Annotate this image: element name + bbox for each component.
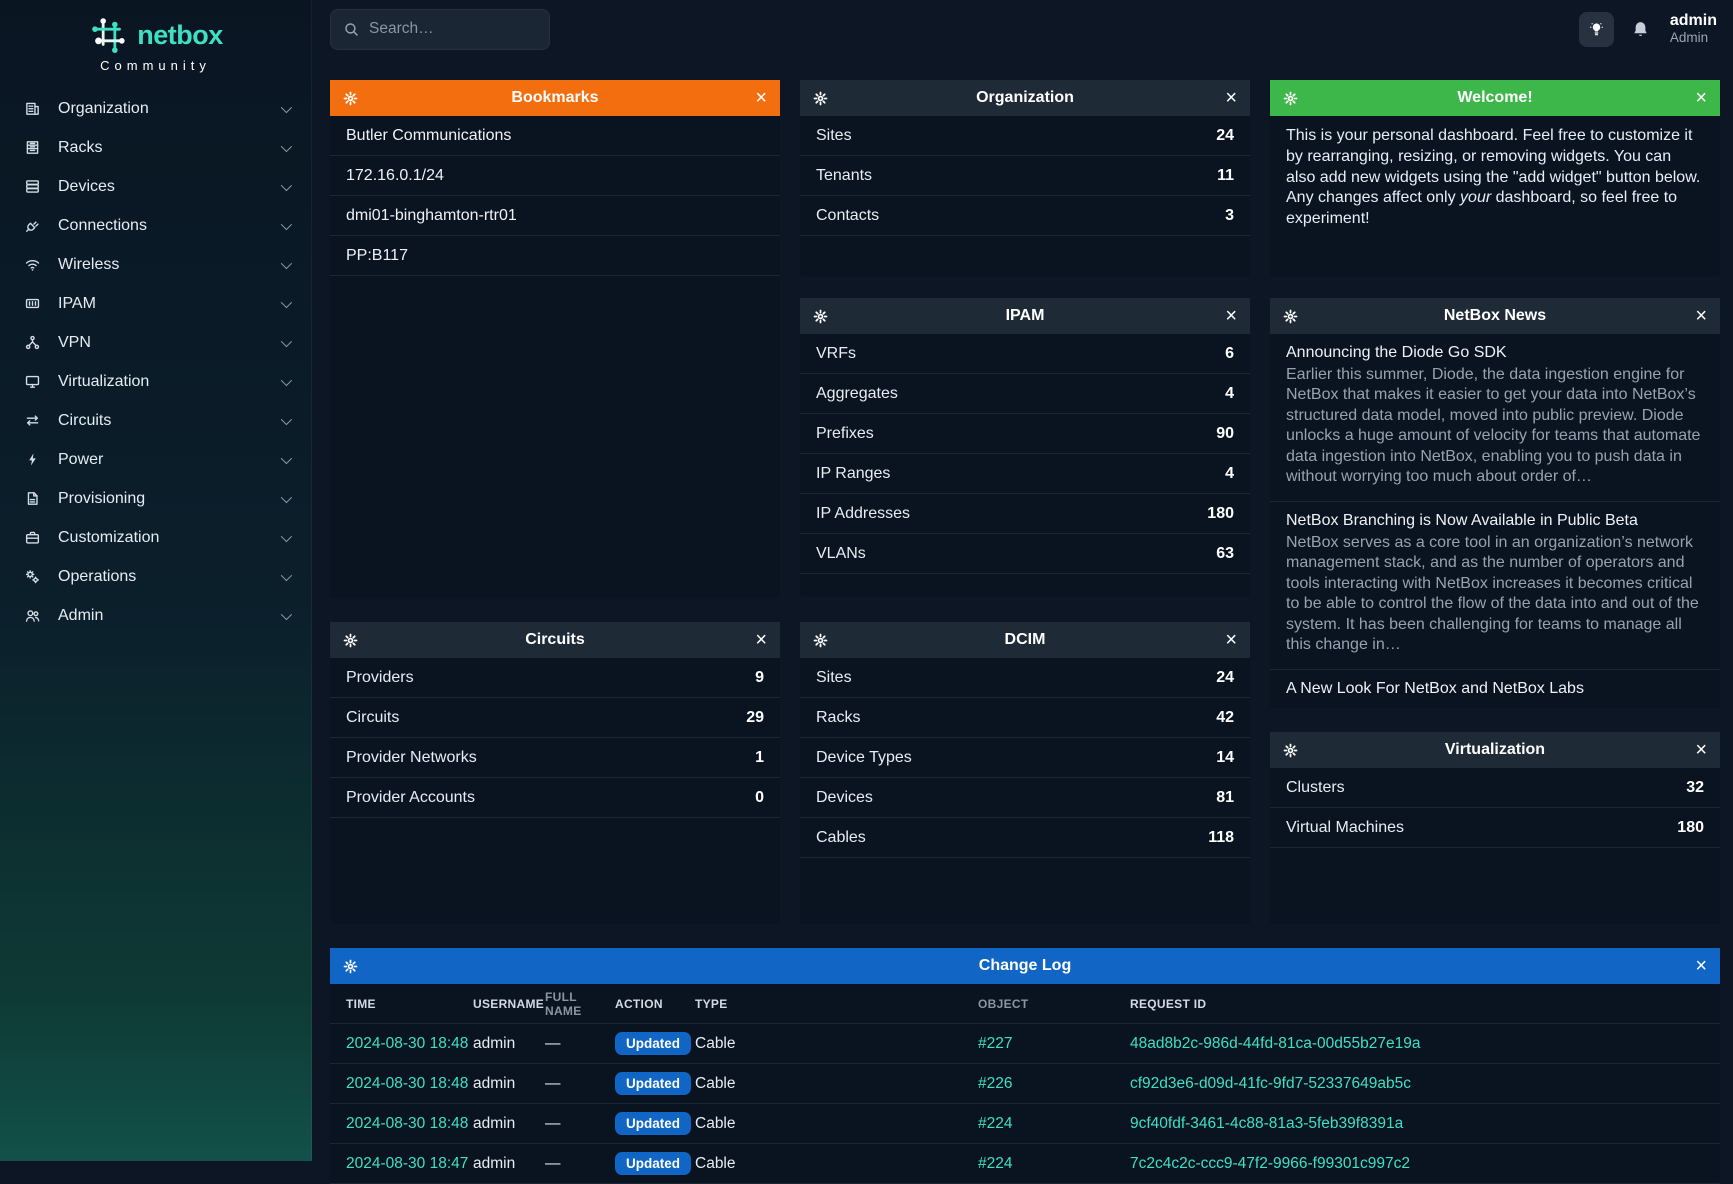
count-row [800,116,1250,156]
admin-icon [24,607,50,624]
count-label[interactable]: Prefixes [816,424,874,442]
count-label[interactable]: Cables [816,828,866,846]
count-value: 4 [1225,464,1234,482]
search-icon [343,21,360,38]
count-label[interactable]: Clusters [1286,778,1345,796]
sidebar-item-provisioning[interactable] [0,479,311,518]
count-value: 180 [1207,504,1234,522]
widget-title: DCIM [1004,631,1046,648]
sidebar-item-virtualization[interactable] [0,362,311,401]
changelog-row [330,1024,1720,1064]
count-label[interactable]: Provider Networks [346,748,477,766]
circuits-counts [330,658,780,818]
count-label[interactable]: IP Addresses [816,504,910,522]
widget-change-log [330,948,1720,1184]
sidebar-item-vpn[interactable] [0,323,311,362]
ipam-counts [800,334,1250,574]
changelog-time-link[interactable]: 2024-08-30 18:48 [346,1114,469,1132]
circuits-icon [24,412,50,429]
changelog-username: admin [473,1154,516,1172]
sidebar-item-label: Organization [58,99,149,117]
sidebar-item-power[interactable] [0,440,311,479]
count-row [800,534,1250,574]
widget-header [330,948,1720,984]
gear-icon[interactable] [813,80,828,116]
bookmarks-list [330,116,780,276]
changelog-object-link[interactable]: #224 [978,1114,1013,1132]
close-icon[interactable]: × [755,87,767,109]
changelog-time-link[interactable]: 2024-08-30 18:48 [346,1074,469,1092]
changelog-type: Cable [695,1034,736,1052]
provisioning-icon [24,490,50,507]
sidebar-item-label: Customization [58,528,160,546]
column-header-full-name[interactable]: FULL NAME [545,989,582,1018]
column-header-request-id[interactable]: REQUEST ID [1130,996,1207,1011]
gear-icon[interactable] [1283,80,1298,116]
count-row [800,778,1250,818]
count-row [800,698,1250,738]
chevron-down-icon [281,452,292,463]
changelog-username: admin [473,1114,516,1132]
sidebar-item-ipam[interactable] [0,284,311,323]
widget-circuits [330,622,780,924]
dcim-counts [800,658,1250,858]
news-body: NetBox serves as a core tool in an organization’s network management stack, and as the number of operators and tools interacting with NetBox increases it becomes critical to be able to control the flow of the data into and out of the system. It has been challenging for teams to manage all this change in… [1286,533,1699,654]
devices-icon [24,178,50,195]
count-row [800,414,1250,454]
widget-header [1270,732,1720,768]
operations-icon [24,568,50,585]
widget-title: NetBox News [1443,307,1547,324]
count-row [800,738,1250,778]
count-value: 24 [1216,668,1234,686]
chevron-down-icon [281,218,292,229]
widget-header [330,80,780,116]
count-row [800,494,1250,534]
changelog-request-id-link[interactable]: 48ad8b2c-986d-44fd-81ca-00d55b27e19a [1130,1034,1421,1052]
count-label[interactable]: Sites [816,668,852,686]
news-headline-link[interactable]: A New Look For NetBox and NetBox Labs [1286,679,1584,697]
changelog-username: admin [473,1074,516,1092]
count-row [330,658,780,698]
close-icon[interactable]: × [1225,629,1237,651]
widget-title: Virtualization [1444,741,1546,758]
customization-icon [24,529,50,546]
count-row [330,698,780,738]
close-icon[interactable]: × [1225,305,1237,327]
widget-header [330,622,780,658]
user-menu[interactable] [1670,12,1717,46]
widget-ipam [800,298,1250,597]
sidebar-item-label: VPN [58,333,91,351]
count-row [1270,808,1720,848]
news-list [1270,334,1720,714]
column-header-object[interactable]: OBJECT [978,996,1029,1011]
sidebar-item-devices[interactable] [0,167,311,206]
news-item [1270,670,1720,714]
sidebar [0,0,312,1161]
gear-icon[interactable] [343,80,358,116]
count-value: 0 [755,788,764,806]
topbar [312,0,1733,58]
changelog-object-link[interactable]: #227 [978,1034,1013,1052]
count-row [330,738,780,778]
widget-virtualization [1270,732,1720,924]
changelog-time-link[interactable]: 2024-08-30 18:47 [346,1154,469,1172]
news-headline-link[interactable]: Announcing the Diode Go SDK [1286,344,1507,361]
lightbulb-icon [1588,21,1605,38]
chevron-down-icon [281,179,292,190]
count-label[interactable]: Contacts [816,206,880,224]
power-icon [24,451,50,468]
chevron-down-icon [281,335,292,346]
welcome-text: This is your personal dashboard. Feel free to customize it by rearranging, resizing, or removing widgets. You can also add new widgets using the "add widget" button below. Any changes affect only your dashboard, so feel free to experiment! [1286,127,1701,228]
count-label[interactable]: Providers [346,668,414,686]
widget-header [1270,80,1720,116]
sidebar-item-label: Connections [58,216,147,234]
count-row [800,196,1250,236]
sidebar-item-connections[interactable] [0,206,311,245]
close-icon[interactable]: × [1695,87,1707,109]
column-header-username[interactable]: USERNAME [473,996,545,1011]
changelog-full-name: — [545,1074,561,1092]
chevron-down-icon [281,374,292,385]
widget-bookmarks [330,80,780,598]
sidebar-item-label: Circuits [58,411,112,429]
netbox-logo-icon [88,14,130,56]
count-value: 90 [1216,424,1234,442]
count-value: 24 [1216,126,1234,144]
count-row [800,454,1250,494]
changelog-object-link[interactable]: #224 [978,1154,1013,1172]
widget-welcome [1270,80,1720,277]
count-row [1270,768,1720,808]
news-item [1270,502,1720,670]
sidebar-item-label: Provisioning [58,489,146,507]
changelog-row [330,1144,1720,1184]
column-header-action[interactable]: ACTION [615,996,663,1011]
close-icon[interactable]: × [1225,87,1237,109]
news-headline-link[interactable]: NetBox Branching is Now Available in Public Beta [1286,511,1638,529]
bookmark-item[interactable]: Butler Communications [330,116,780,156]
count-value: 81 [1216,788,1234,806]
brand-subtitle: Community [100,58,211,73]
racks-icon [24,139,50,156]
gear-icon[interactable] [813,622,828,658]
column-header-type[interactable]: TYPE [695,996,728,1011]
connections-icon [24,217,50,234]
chevron-down-icon [281,413,292,424]
chevron-down-icon [281,569,292,580]
count-value: 29 [746,708,764,726]
changelog-action-cell [615,1032,695,1055]
wireless-icon [24,256,50,273]
sidebar-item-wireless[interactable] [0,245,311,284]
changelog-row [330,1064,1720,1104]
changelog-type: Cable [695,1154,736,1172]
count-value: 11 [1217,166,1234,184]
count-label[interactable]: Racks [816,708,861,726]
count-row [800,334,1250,374]
widget-header [800,80,1250,116]
chevron-down-icon [281,257,292,268]
changelog-action-cell [615,1072,695,1095]
count-row [800,658,1250,698]
count-value: 180 [1677,818,1704,836]
bookmark-item[interactable]: dmi01-binghamton-rtr01 [330,196,780,236]
count-value: 42 [1216,708,1234,726]
news-item [1270,334,1720,502]
changelog-full-name: — [545,1154,561,1172]
widget-title: Bookmarks [511,89,599,106]
action-badge: Updated [615,1072,691,1095]
count-label[interactable]: IP Ranges [816,464,891,482]
count-row [800,374,1250,414]
count-label[interactable]: Sites [816,126,852,144]
gear-icon[interactable] [813,298,828,334]
count-label[interactable]: Aggregates [816,384,898,402]
changelog-rows [330,1024,1720,1184]
count-label[interactable]: Tenants [816,166,873,184]
user-role: Admin [1669,30,1709,46]
widget-header [800,622,1250,658]
changelog-request-id-link[interactable]: 7c2c4c2c-ccc9-47f2-9966-f99301c997c2 [1130,1154,1411,1172]
sidebar-item-label: Operations [58,567,137,585]
changelog-type: Cable [695,1074,736,1092]
widget-header [1270,298,1720,334]
news-body: Earlier this summer, Diode, the data ingestion engine for NetBox that makes it easier to get your data into NetBox’s structured data model, moved into public preview. Diode unlocks a huge amount of velocity for teams that automate data ingestion into NetBox, enabling you to push data in without worrying too much about order of… [1286,366,1701,486]
count-value: 32 [1686,778,1704,796]
changelog-row [330,1104,1720,1144]
close-icon[interactable]: × [755,629,767,651]
changelog-request-id-link[interactable]: 9cf40fdf-3461-4c88-81a3-5feb39f8391a [1130,1114,1404,1132]
close-icon[interactable]: × [1695,739,1707,761]
count-value: 63 [1216,544,1234,562]
notifications-button[interactable] [1631,20,1650,39]
count-row [800,818,1250,858]
action-badge: Updated [615,1032,691,1055]
chevron-down-icon [281,140,292,151]
sidebar-item-label: Racks [58,138,103,156]
count-label[interactable]: Devices [816,788,873,806]
action-badge: Updated [615,1152,691,1175]
gear-icon[interactable] [343,622,358,658]
widget-title: Welcome! [1457,89,1533,106]
chevron-down-icon [281,608,292,619]
changelog-username: admin [473,1034,516,1052]
count-value: 9 [755,668,764,686]
changelog-type: Cable [695,1114,736,1132]
count-label[interactable]: VLANs [816,544,866,562]
bell-icon [1631,20,1650,39]
changelog-action-cell [615,1112,695,1135]
widget-netbox-news [1270,298,1720,708]
count-value: 1 [755,748,764,766]
sidebar-item-circuits[interactable] [0,401,311,440]
count-value: 3 [1225,206,1234,224]
dashboard [312,58,1733,1184]
dark-mode-toggle-button[interactable] [1579,12,1614,47]
dashboard-column-2 [800,80,1250,924]
sidebar-item-label: Virtualization [58,372,150,390]
action-badge: Updated [615,1112,691,1135]
gear-icon[interactable] [1283,732,1298,768]
changelog-time-link[interactable]: 2024-08-30 18:48 [346,1034,469,1052]
bookmark-item[interactable]: PP:B117 [330,236,780,276]
count-value: 4 [1225,384,1234,402]
organization-counts [800,116,1250,236]
organization-icon [24,100,50,117]
user-name: admin [1669,12,1717,30]
column-header-time[interactable]: TIME [346,996,376,1011]
widget-title: Organization [976,89,1074,106]
count-label[interactable]: VRFs [816,344,856,362]
sidebar-item-admin[interactable] [0,596,311,635]
sidebar-item-label: Devices [58,177,115,195]
changelog-full-name: — [545,1034,561,1052]
changelog-full-name: — [545,1114,561,1132]
sidebar-item-racks[interactable] [0,128,311,167]
logo-block[interactable] [0,14,311,73]
sidebar-item-label: Power [58,450,104,468]
widget-header [800,298,1250,334]
sidebar-item-customization[interactable] [0,518,311,557]
changelog-object-link[interactable]: #226 [978,1074,1013,1092]
gear-icon[interactable] [1283,298,1298,334]
sidebar-item-label: Wireless [58,255,120,273]
count-row [330,778,780,818]
bookmark-item[interactable]: 172.16.0.1/24 [330,156,780,196]
widget-dcim [800,622,1250,924]
search-input[interactable] [369,20,569,38]
vpn-icon [24,334,50,351]
count-value: 14 [1216,748,1234,766]
count-label[interactable]: Circuits [346,708,400,726]
close-icon[interactable]: × [1695,955,1707,977]
close-icon[interactable]: × [1695,305,1707,327]
chevron-down-icon [281,530,292,541]
changelog-request-id-link[interactable]: cf92d3e6-d09d-41fc-9fd7-52337649ab5c [1130,1074,1411,1092]
sidebar-item-organization[interactable] [0,89,311,128]
widget-title: Change Log [978,957,1072,974]
chevron-down-icon [281,296,292,307]
brand-wordmark: netbox [137,19,223,50]
widget-title: IPAM [1005,307,1045,324]
sidebar-item-label: IPAM [58,294,96,312]
dashboard-column-1 [330,80,780,924]
count-value: 6 [1225,344,1234,362]
count-row [800,156,1250,196]
count-label[interactable]: Provider Accounts [346,788,475,806]
chevron-down-icon [281,491,292,502]
gear-icon[interactable] [343,948,358,984]
sidebar-item-operations[interactable] [0,557,311,596]
dashboard-column-3 [1270,80,1720,924]
chevron-down-icon [281,101,292,112]
sidebar-item-label: Admin [58,606,104,624]
count-label[interactable]: Device Types [816,748,912,766]
changelog-header-row [330,984,1720,1024]
sidebar-nav [0,89,311,635]
widget-organization [800,80,1250,277]
count-value: 118 [1208,828,1234,846]
virtualization-counts [1270,768,1720,848]
virtualization-icon [24,373,50,390]
count-label[interactable]: Virtual Machines [1286,818,1404,836]
search-box [330,9,550,50]
widget-title: Circuits [525,631,585,648]
ipam-icon [24,295,50,312]
changelog-action-cell [615,1152,695,1175]
